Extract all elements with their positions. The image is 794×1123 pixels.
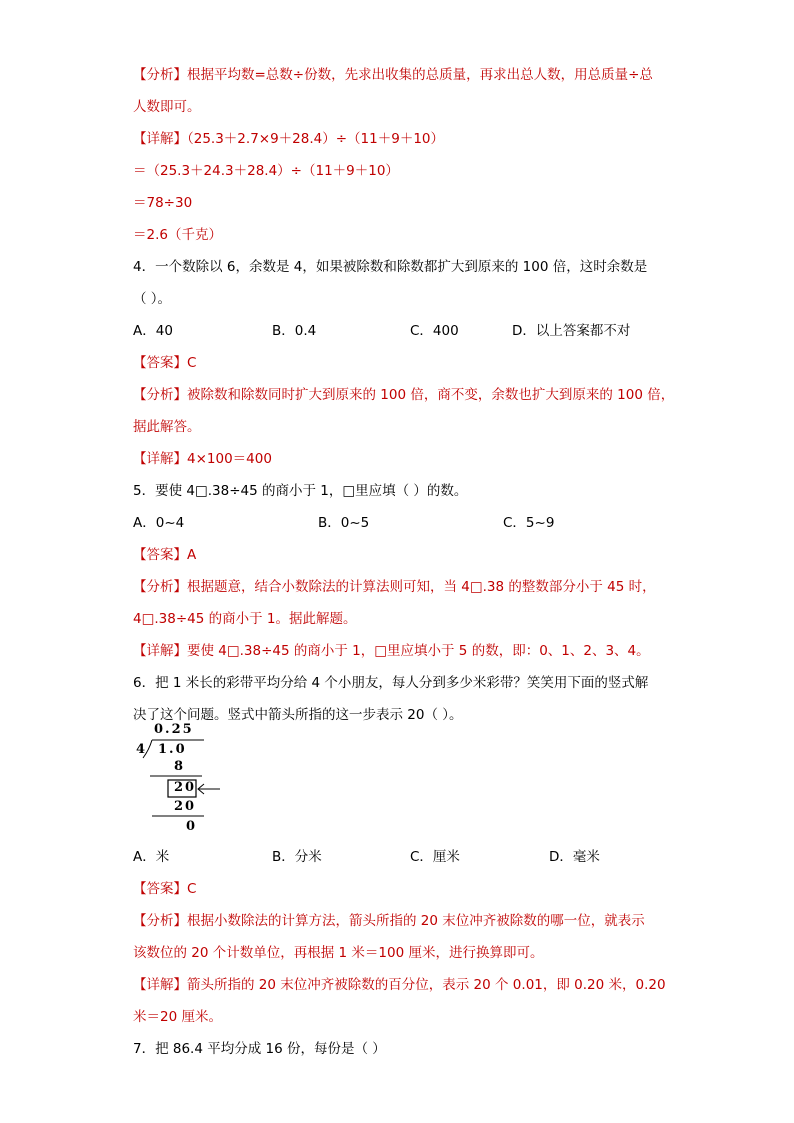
q6-answer <box>133 880 196 898</box>
q5-option-b: B．0~5 <box>318 515 370 531</box>
q3-detail-line-3: ＝78÷30 <box>133 195 193 211</box>
q6-detail-line-1 <box>133 976 666 994</box>
q5-option-a: A．0~4 <box>133 515 185 531</box>
q4-option-c: C．400 <box>410 323 459 339</box>
q5-analysis-line-2: 4□.38÷45 的商小于 1。据此解题。 <box>133 611 357 627</box>
q4-option-d: D．以上答案都不对 <box>512 323 631 339</box>
q4-option-a: A．40 <box>133 323 173 339</box>
q3-detail-line-2: ＝（25.3＋24.3＋28.4）÷（11＋9＋10） <box>133 163 399 179</box>
long-division-figure <box>128 718 238 840</box>
answer-tag: 【答案】 <box>133 355 187 371</box>
q6-stem-line-1: 6．把 1 米长的彩带平均分给 4 个小朋友，每人分到多少米彩带？笑笑用下面的竖式解 <box>133 675 649 691</box>
q3-analysis-line-1 <box>133 66 653 84</box>
division-boxed-20: 20 <box>174 780 197 795</box>
q3-analysis-line-2: 人数即可。 <box>133 99 201 115</box>
q3-detail-line-4: ＝2.6（千克） <box>133 227 222 243</box>
q5-detail <box>133 642 650 660</box>
q5-analysis-line-1 <box>133 578 656 596</box>
q5-stem: 5．要使 4□.38÷45 的商小于 1，□里应填（ ）的数。 <box>133 483 468 499</box>
q4-analysis-text: 被除数和除数同时扩大到原来的 100 倍，商不变，余数也扩大到原来的 100 倍， <box>187 387 675 403</box>
detail-tag: 【详解】 <box>133 131 187 147</box>
q4-option-b: B．0.4 <box>272 323 317 339</box>
q6-answer-value: C <box>187 881 197 897</box>
q6-detail-line-2: 米＝20 厘米。 <box>133 1009 222 1025</box>
q4-stem-line-2: （ ）。 <box>133 291 172 307</box>
q5-detail-text: 要使 4□.38÷45 的商小于 1，□里应填小于 5 的数，即：0、1、2、3、4。 <box>187 643 650 659</box>
q6-option-b: B．分米 <box>272 849 322 865</box>
q6-analysis-text: 根据小数除法的计算方法，箭头所指的 20 末位冲齐被除数的哪一位，就表示 <box>187 913 645 929</box>
division-dividend: 1.0 <box>158 742 187 757</box>
q7-stem: 7．把 86.4 平均分成 16 份，每份是（ ） <box>133 1041 386 1057</box>
q6-option-c: C．厘米 <box>410 849 460 865</box>
q4-analysis-line-2: 据此解答。 <box>133 419 201 435</box>
q6-analysis-line-2: 该数位的 20 个计数单位，再根据 1 米＝100 厘米，进行换算即可。 <box>133 945 544 961</box>
answer-tag: 【答案】 <box>133 881 187 897</box>
answer-tag: 【答案】 <box>133 547 187 563</box>
q4-detail <box>133 450 272 468</box>
q5-analysis-text: 根据题意，结合小数除法的计算法则可知，当 4□.38 的整数部分小于 45 时， <box>187 579 656 595</box>
q6-detail-text: 箭头所指的 20 末位冲齐被除数的百分位，表示 20 个 0.01，即 0.20 米，0.20 <box>187 977 666 993</box>
detail-tag: 【详解】 <box>133 451 187 467</box>
q3-detail-line-1 <box>133 130 444 148</box>
analysis-tag: 【分析】 <box>133 579 187 595</box>
q6-analysis-line-1 <box>133 912 645 930</box>
analysis-tag: 【分析】 <box>133 67 187 83</box>
q6-stem-line-2: 决了这个问题。竖式中箭头所指的这一步表示 20（ ）。 <box>133 707 463 723</box>
q6-option-d: D．毫米 <box>549 849 600 865</box>
division-remainder: 0 <box>186 819 196 834</box>
q3-detail-text: （25.3＋2.7×9＋28.4）÷（11＋9＋10） <box>187 131 444 147</box>
analysis-tag: 【分析】 <box>133 387 187 403</box>
q5-option-c: C．5~9 <box>503 515 555 531</box>
analysis-tag: 【分析】 <box>133 913 187 929</box>
q3-analysis-text: 根据平均数=总数÷份数，先求出收集的总质量，再求出总人数，用总质量÷总 <box>187 67 653 83</box>
q4-stem-line-1: 4．一个数除以 6，余数是 4，如果被除数和除数都扩大到原来的 100 倍，这时余数是 <box>133 259 648 275</box>
division-step1: 8 <box>174 759 184 774</box>
division-quotient: 0.25 <box>154 722 194 737</box>
detail-tag: 【详解】 <box>133 643 187 659</box>
detail-tag: 【详解】 <box>133 977 187 993</box>
q4-answer <box>133 354 196 372</box>
q4-answer-value: C <box>187 355 197 371</box>
division-divisor: 4 <box>136 742 146 757</box>
division-bracket <box>128 718 238 840</box>
q6-option-a: A．米 <box>133 849 170 865</box>
q5-answer-value: A <box>187 547 197 563</box>
division-step2: 20 <box>174 799 197 814</box>
q4-detail-text: 4×100＝400 <box>187 451 272 467</box>
q4-analysis-line-1 <box>133 386 674 404</box>
q5-answer <box>133 546 196 564</box>
